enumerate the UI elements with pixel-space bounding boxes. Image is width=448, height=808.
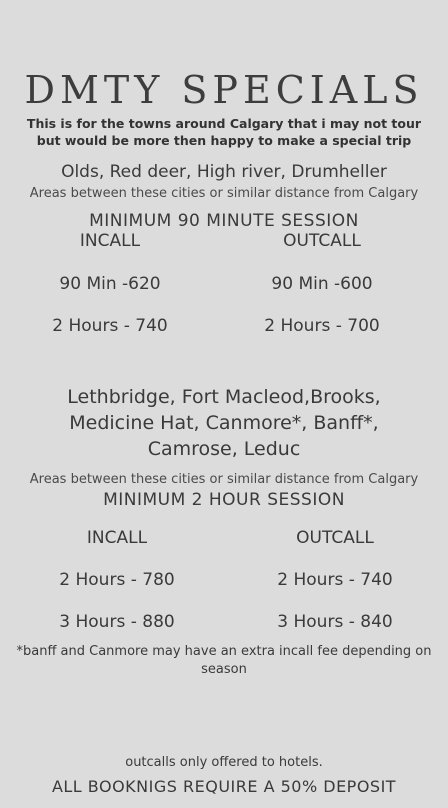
section1-incall-rate: 90 Min -620 — [59, 274, 161, 294]
section1-outcall-rate: 2 Hours - 700 — [264, 316, 380, 336]
section2-towns — [0, 384, 448, 462]
section2-outcall-label: OUTCALL — [296, 528, 374, 548]
section1-minimum: MINIMUM 90 MINUTE SESSION — [89, 211, 359, 231]
section2-towns-line: Camrose, Leduc — [147, 438, 301, 460]
section2-incall-label: INCALL — [86, 528, 148, 548]
section2-towns-line: Medicine Hat, Canmore*, Banff*, — [69, 412, 379, 434]
outcall-note: outcalls only offered to hotels. — [125, 755, 323, 770]
section1-incall-label: INCALL — [79, 231, 141, 251]
section2-areas-note: Areas between these cities or similar distance from Calgary — [29, 472, 419, 487]
page-title: DMTY SPECIALS — [24, 68, 424, 112]
intro-text: This is for the towns around Calgary that i may not tour but would be more then happy to make a special trip — [26, 116, 422, 148]
section2-incall-rate: 2 Hours - 780 — [59, 570, 175, 590]
section1-areas-note: Areas between these cities or similar distance from Calgary — [29, 186, 419, 201]
section1-towns: Olds, Red deer, High river, Drumheller — [61, 162, 387, 182]
section2-outcall-rate: 3 Hours - 840 — [277, 612, 393, 632]
section2-outcall-rate: 2 Hours - 740 — [277, 570, 393, 590]
section2-minimum: MINIMUM 2 HOUR SESSION — [103, 490, 345, 510]
section1-outcall-rate: 90 Min -600 — [271, 274, 373, 294]
deposit-note: ALL BOOKNIGS REQUIRE A 50% DEPOSIT — [51, 777, 397, 796]
section2-towns-line: Lethbridge, Fort Macleod,Brooks, — [67, 386, 381, 408]
section1-incall-rate: 2 Hours - 740 — [52, 316, 168, 336]
section2-incall-rate: 3 Hours - 880 — [59, 612, 175, 632]
banff-canmore-footnote: *banff and Canmore may have an extra incall fee depending on season — [16, 644, 432, 677]
section1-outcall-label: OUTCALL — [283, 231, 361, 251]
